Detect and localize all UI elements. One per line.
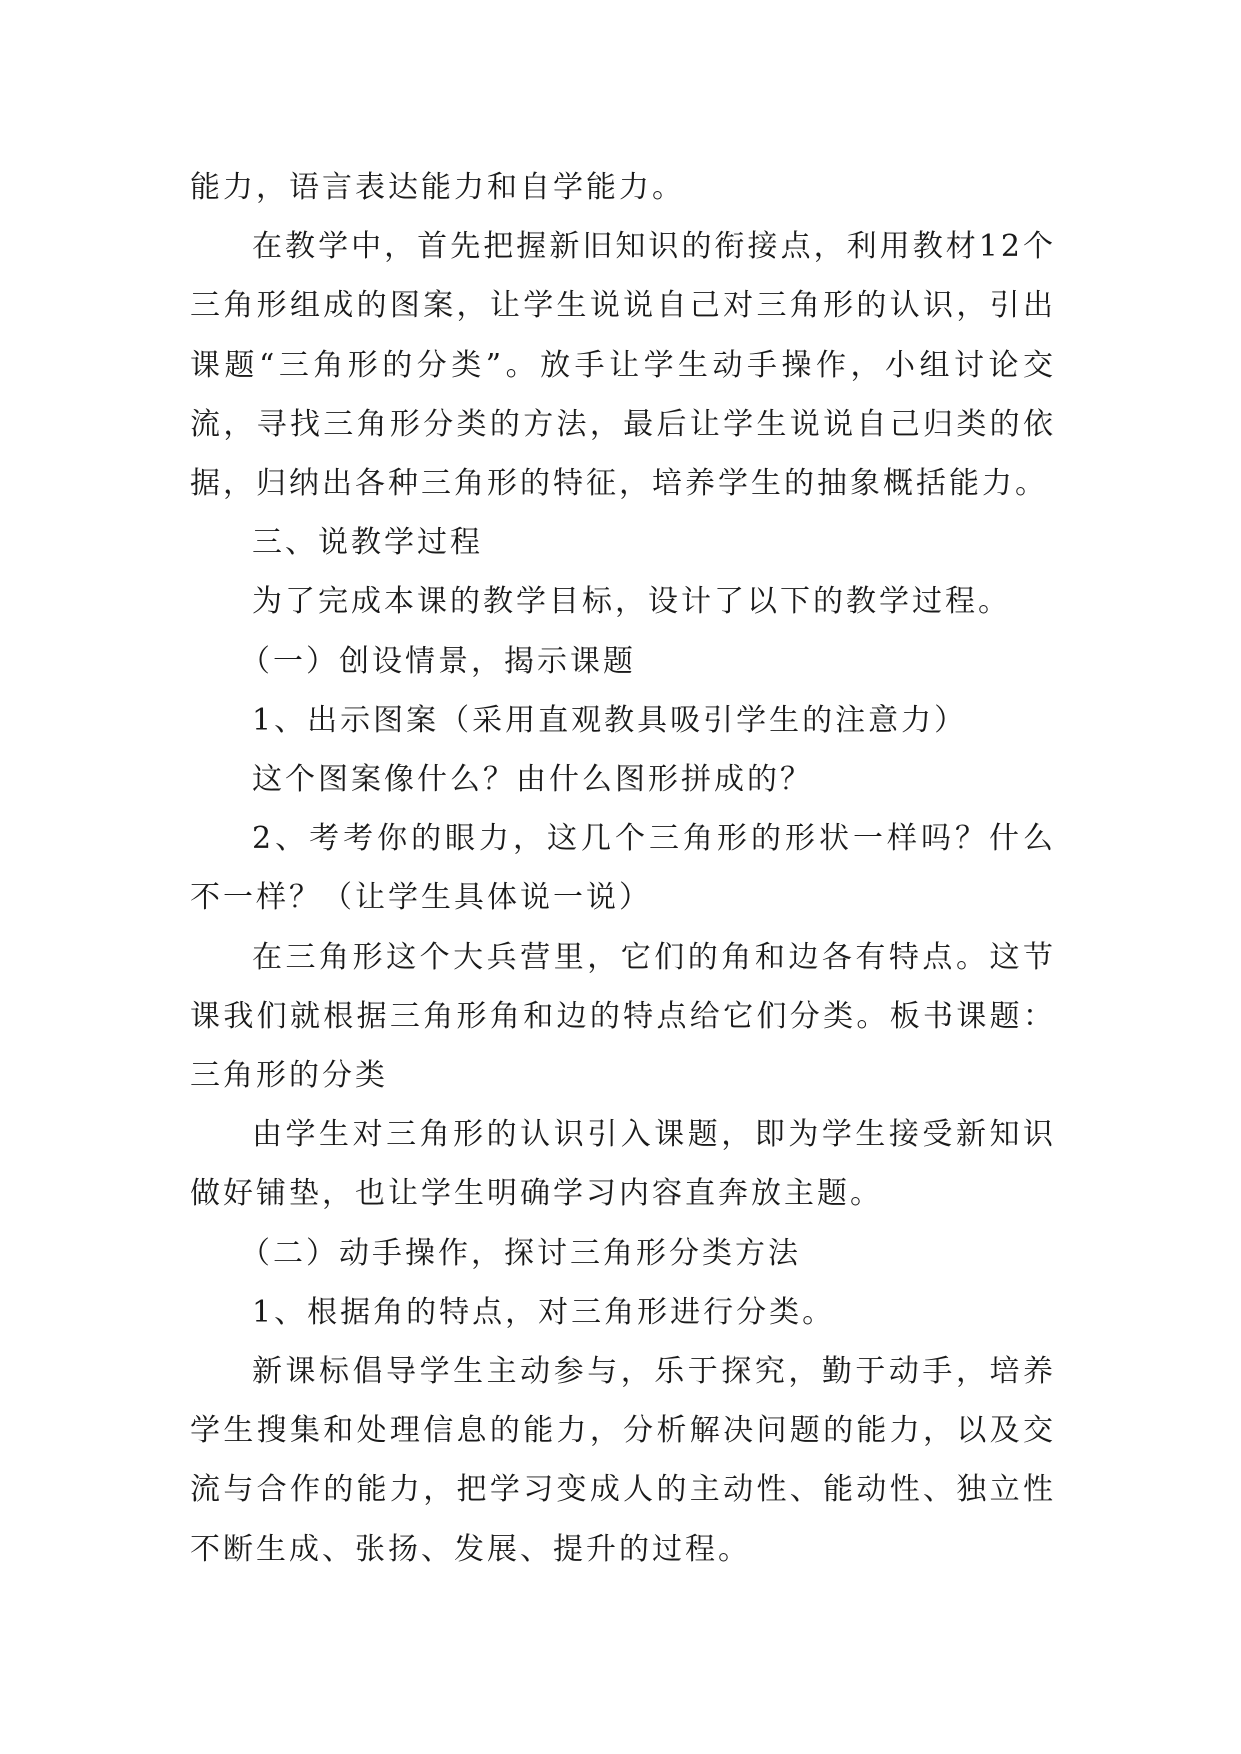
paragraph-continuation: 能力，语言表达能力和自学能力。 xyxy=(190,170,685,205)
list-item-angle-classification: 1、根据角的特点，对三角形进行分类。 xyxy=(252,1294,836,1330)
list-item-show-pattern: 1、出示图案（采用直观教具吸引学生的注意力） xyxy=(252,702,968,738)
paragraph-curriculum-standard: 新课标倡导学生主动参与，乐于探究，勤于动手，培养学生搜集和处理信息的能力，分析解决问题的能力，以及交流与合作的能力，把学习变成人的主动性、能动性、独立性不断生成、张扬、发展、提升的过程。 xyxy=(190,1354,1056,1567)
paragraph-topic-introduction: 由学生对三角形的认识引入课题，即为学生接受新知识做好铺垫，也让学生明确学习内容直奔放主题。 xyxy=(190,1117,1056,1212)
paragraph-process-intro: 为了完成本课的教学目标，设计了以下的教学过程。 xyxy=(252,584,1011,620)
paragraph-teaching-intro: 在教学中，首先把握新旧知识的衔接点，利用教材12个三角形组成的图案，让学生说说自己对三角形的认识，引出课题“三角形的分类”。放手让学生动手操作，小组讨论交流，寻找三角形分类的方法，最后让学生说说自己归类的依据，归纳出各种三角形的特征，培养学生的抽象概括能力。 xyxy=(190,229,1056,502)
document-body xyxy=(190,158,1056,1579)
subheading-scenario: （一）创设情景，揭示课题 xyxy=(240,643,636,679)
paragraph-classification-topic: 在三角形这个大兵营里，它们的角和边各有特点。这节课我们就根据三角形角和边的特点给它们分类。板书课题：三角形的分类 xyxy=(190,939,1056,1094)
list-item-eyesight-test: 2、考考你的眼力，这几个三角形的形状一样吗？什么不一样？（让学生具体说一说） xyxy=(190,821,1056,916)
section-heading-teaching-process: 三、说教学过程 xyxy=(252,525,483,561)
subheading-hands-on: （二）动手操作，探讨三角形分类方法 xyxy=(240,1235,801,1271)
paragraph-pattern-question: 这个图案像什么？由什么图形拼成的？ xyxy=(252,762,813,798)
